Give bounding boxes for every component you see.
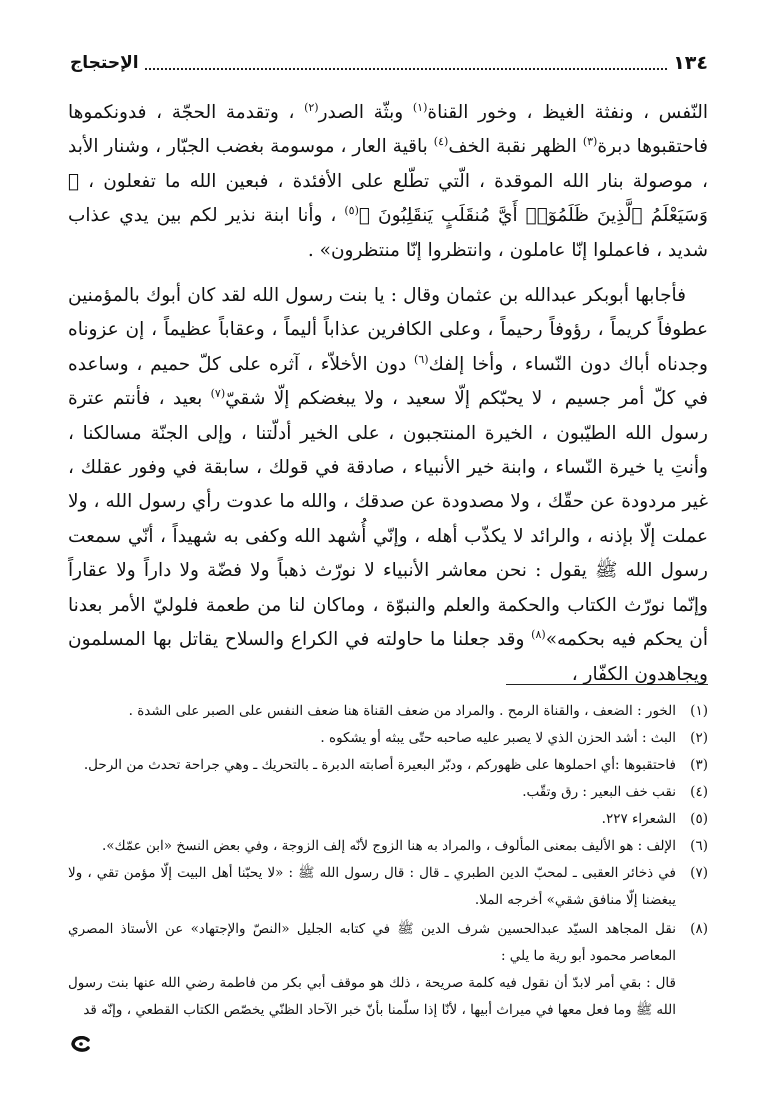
footnote-8-continuation: قال : بقي أمر لابدّ أن نقول فيه كلمة صريحة ، ذلك هو موقف أبي بكر من فاطمة رضي الله عنها بنت رسول الله ﷺ وما فعل معها في ميراث أبيها ، لأنّا إذا سلّمنا بأنّ خبر الآحاد الظنّي يخصّص الكتاب القطعي ، وإنّه قد: [68, 975, 676, 1018]
continuation-mark-icon: [70, 1036, 92, 1052]
main-text: [68, 96, 708, 692]
footnote-ref-8: (٨): [531, 627, 546, 641]
paragraph-2: فأجابها أبوبكر عبدالله بن عثمان وقال : يا بنت رسول الله لقد كان أبوك بالمؤمنين عطوفاً كريماً ، رؤوفاً رحيماً ، وعلى الكافرين عذاباً أليماً ، وعقاباً عظيماً ، إن عزوناه وجدناه أباك دون النّساء ، وأخا إلفك$^{(٦)}$ دون الأخلاّء ، آثره على كلّ حميم ، وساعده في كلّ أمر جسيم ، لا يحبّكم إلّا سعيد ، ولا يبغضكم إلّا شقيّ$^{(٧)}$ بعيد ، فأنتم عترة رسول الله الطيّبون ، الخيرة المنتجبون ، على الخير أدلّتنا ، وإلى الجنّة مسالكنا ، وأنتِ يا خيرة النّساء ، وابنة خير الأنبياء ، صادقة في قولك ، سابقة في وفور عقلك ، غير مردودة عن حقّك ، ولا مصدودة عن صدقك ، والله ما عدوت رأي رسول الله ، ولا عملت إلّا بإذنه ، والرائد لا يكذّب أهله ، وإنّي أُشهد الله وكفى به شهيداً ، أنّي سمعت رسول الله ﷺ يقول : نحن معاشر الأنبياء لا نورّث ذهباً ولا فضّة ولا داراً ولا عقاراً وإنّما نورّث الكتاب والحكمة والعلم والنبوّة ، وماكان لنا من طعمة فلوليّ الأمر بعدنا أن يحكم فيه بحكمه»$^{(٨)}$ وقد جعلنا ما حاولته في الكراع والسلاح يقاتل بها المسلمون ويجاهدون الكفّار ،: [68, 285, 708, 685]
footnote-ref-1: (١): [412, 100, 428, 114]
footnote: (٦) الإلف : هو الأليف بمعنى المألوف ، والمراد به هنا الزوج لأنّه إلف الزوجة ، وفي بعض النسخ «ابن عمّك».: [101, 838, 708, 854]
page-header: [70, 46, 708, 80]
footnote-separator: [506, 684, 708, 685]
footnote: (٣) فاحتقبوها :أي احملوها على ظهوركم ، ودبّر البعيرة أصابته الدبرة ـ بالتحريك ـ وهي جراحة تحدث من الرحل.: [83, 757, 708, 773]
footnote-ref-3: (٣): [582, 135, 598, 149]
footnote: (٧) في ذخائر العقبى ـ لمحبّ الدين الطبري ـ قال : قال رسول الله ﷺ : «لا يحبّنا أهل البيت إلّا مؤمن تقي ، ولا يبغضنا إلّا منافق شقي» أخرجه الملا.: [68, 865, 708, 908]
running-title: الإحتجاج: [70, 53, 139, 73]
footnote: (٤) نقب خف البعير : رق وتقّب.: [522, 784, 708, 800]
footnote: (٨) نقل المجاهد السيّد عبدالحسين شرف الدين ﷺ في كتابه الجليل «النصّ والإجتهاد» عن الأستاذ المصري المعاصر محمود أبو رية ما يلي :: [68, 921, 708, 964]
footnote-ref-5: (٥): [344, 204, 359, 218]
footnote-ref-2: (٢): [304, 100, 319, 114]
footnotes: [68, 698, 708, 1024]
footnote: (١) الخور : الضعف ، والقناة الرمح . والمراد من ضعف القناة هنا ضعف النفس على الصبر على الشدة .: [128, 703, 708, 719]
header-leader-dots: [145, 56, 668, 70]
footnote: (٢) البث : أشد الحزن الذي لا يصبر عليه صاحبه حتّى يبثه أو يشكوه .: [320, 730, 708, 746]
footnote: (٥) الشعراء ٢٢٧.: [601, 811, 708, 827]
page-number: ١٣٤: [673, 52, 708, 74]
paragraph-1: النّفس ، ونفثة الغيظ ، وخور القناة$^{(١)}$ وبثّة الصدر$^{(٢)}$ ، وتقدمة الحجّة ، فدونكموها فاحتقبوها دبرة$^{(٣)}$ الظهر نقبة الخف$^{(٤)}$ باقية العار ، موسومة بغضب الجبّار ، وشنار الأبد ، موصولة بنار الله الموقدة ، الّتي تطّلع على الأفئدة ، فبعين الله ما تفعلون ، ﴿ وَسَيَعْلَمُ ٱلَّذِينَ ظَلَمُوٓا۟ أَيَّ مُنقَلَبٍ يَنقَلِبُونَ ﴾$^{(٥)}$ ، وأنا ابنة نذير لكم بين يدي عذاب شديد ، فاعملوا إنّا عاملون ، وانتظروا إنّا منتظرون» .: [68, 100, 708, 261]
footnote-ref-4: (٤): [433, 135, 449, 149]
footnote-ref-6: (٦): [414, 352, 429, 366]
footnote-ref-7: (٧): [210, 387, 226, 401]
